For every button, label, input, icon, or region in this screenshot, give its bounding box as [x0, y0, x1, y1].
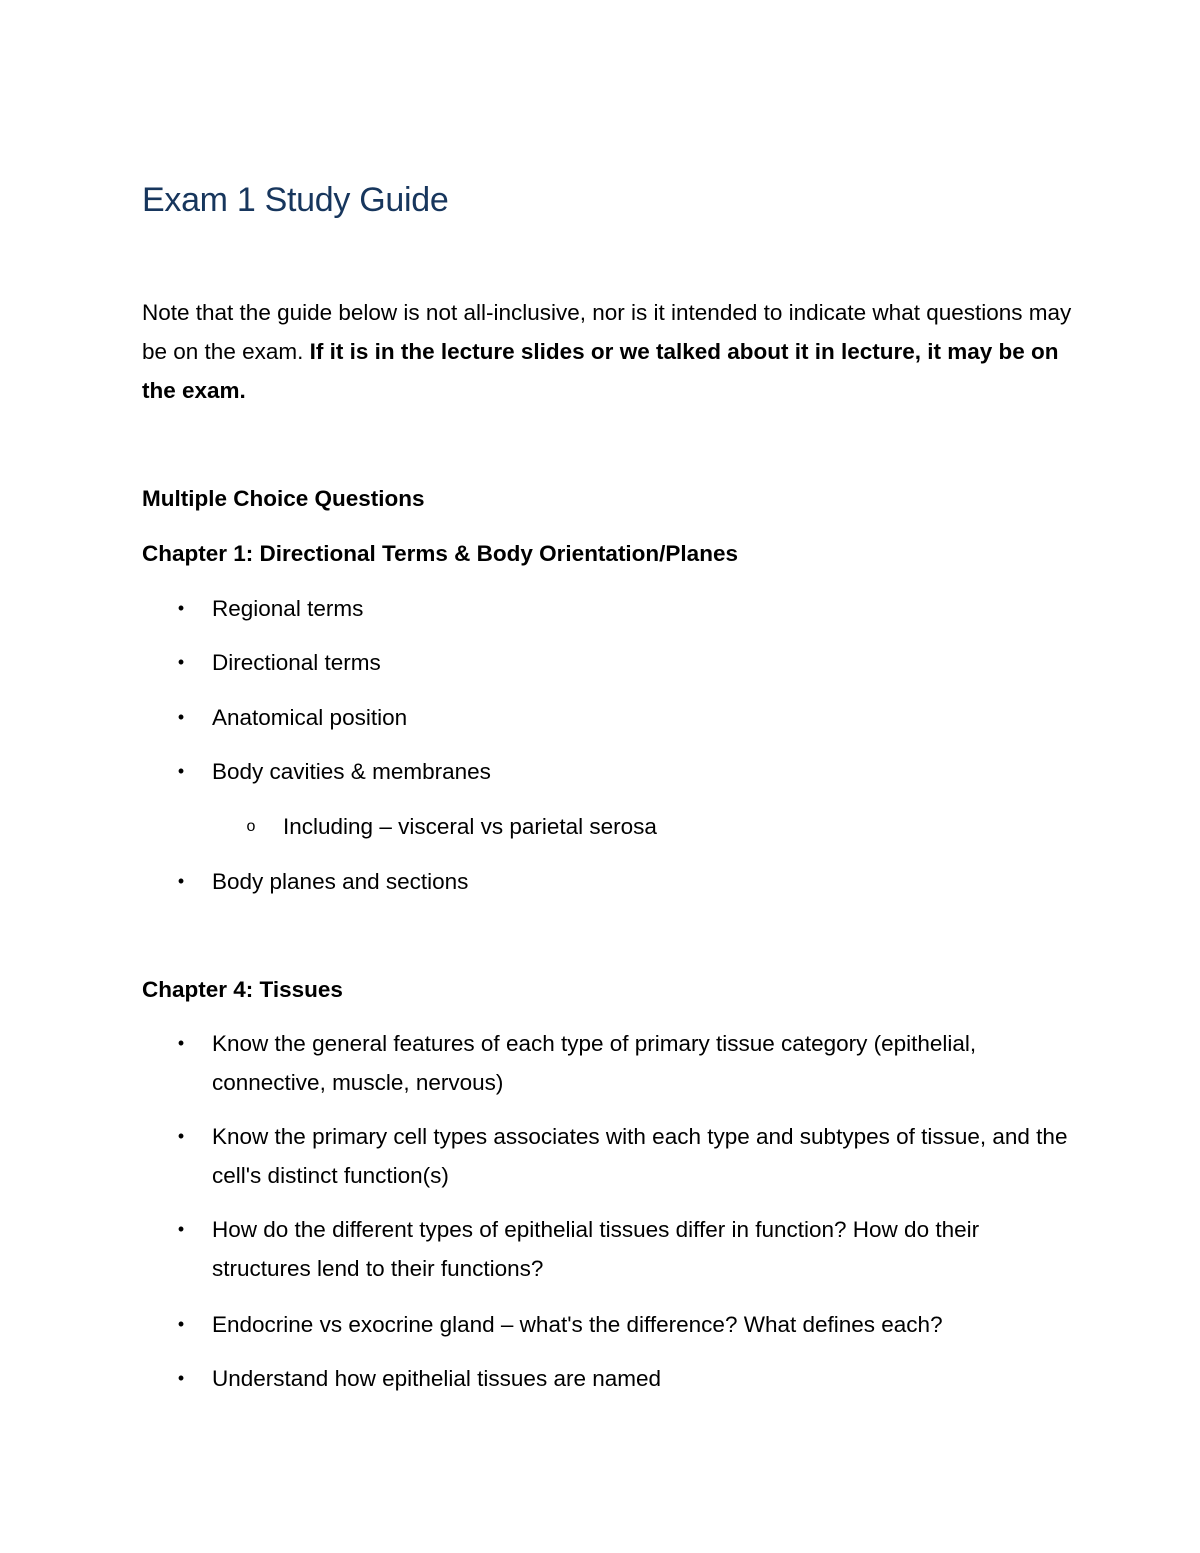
list-item: [177, 1024, 1072, 1102]
bullet-icon: •: [177, 652, 185, 672]
list-item-text: Understand how epithelial tissues are named: [212, 1366, 662, 1391]
bullet-icon: •: [177, 761, 185, 781]
section-heading: Multiple Choice Questions: [142, 486, 425, 511]
list-item-text: Know the primary cell types associates with each type and subtypes of tissue, and the cell's distinct function(s): [212, 1124, 1068, 1188]
list-item-text: Regional terms: [212, 596, 364, 621]
list-item-text: Body cavities & membranes: [212, 759, 491, 784]
list-item: [177, 1210, 1072, 1288]
list-item: [177, 862, 1072, 901]
bullet-icon: •: [177, 1314, 185, 1334]
list-item: [177, 643, 1072, 682]
intro-bold-text: If it is in the lecture slides or we talked about it in lecture, it may be on the exam.: [142, 339, 1059, 403]
list-item-text: Anatomical position: [212, 705, 408, 730]
list-item: [177, 752, 1072, 791]
circle-bullet-icon: o: [246, 818, 256, 835]
list-item-text: Endocrine vs exocrine gland – what's the difference? What defines each?: [212, 1312, 943, 1337]
page-title: Exam 1 Study Guide: [142, 181, 449, 219]
list-item: [177, 1117, 1072, 1195]
intro-text: Note that the guide below is not all-inclusive, nor is it intended to indicate what questions may be on the exam.: [142, 300, 1072, 364]
list-item-text: Know the general features of each type of primary tissue category (epithelial, connective, muscle, nervous): [212, 1031, 977, 1095]
sub-list-item: [246, 807, 1073, 846]
list-item: [177, 1359, 1072, 1398]
bullet-icon: •: [177, 707, 185, 727]
bullet-icon: •: [177, 1368, 185, 1388]
chapter4-heading: Chapter 4: Tissues: [142, 977, 343, 1002]
list-item-text: Directional terms: [212, 650, 381, 675]
list-item-text: Body planes and sections: [212, 869, 469, 894]
list-item-text: How do the different types of epithelial tissues differ in function? How do their structures lend to their functions?: [212, 1217, 980, 1281]
bullet-icon: •: [177, 871, 185, 891]
list-item: [177, 589, 1072, 628]
bullet-icon: •: [177, 598, 185, 618]
list-item: [177, 1305, 1072, 1344]
bullet-icon: •: [177, 1126, 185, 1146]
list-item: [177, 698, 1072, 737]
chapter1-heading: Chapter 1: Directional Terms & Body Orientation/Planes: [142, 541, 738, 566]
bullet-icon: •: [177, 1219, 185, 1239]
list-item-text: Including – visceral vs parietal serosa: [283, 814, 657, 839]
intro-paragraph: [142, 293, 1072, 410]
bullet-icon: •: [177, 1033, 185, 1053]
